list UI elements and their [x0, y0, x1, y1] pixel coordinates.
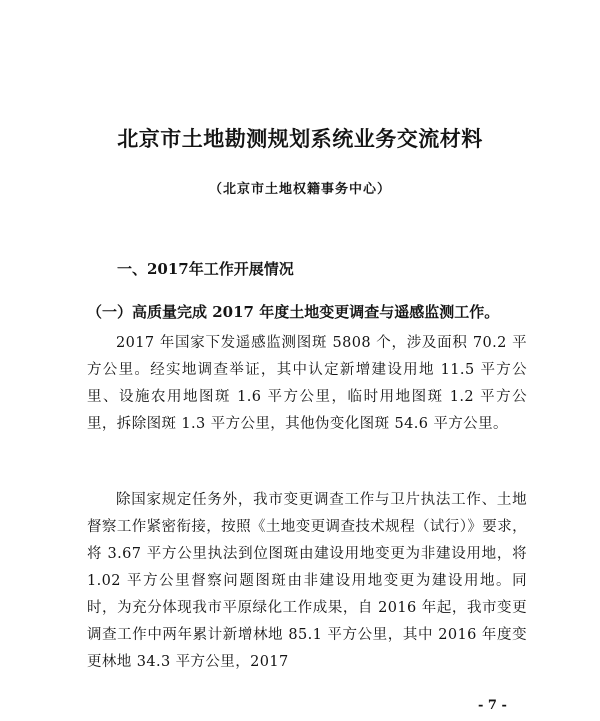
- document-subtitle: （北京市土地权籍事务中心）: [208, 182, 391, 197]
- subsection-heading-1: （一）高质量完成 2017 年度土地变更调查与遥感监测工作。: [87, 303, 500, 321]
- page-number: - 7 -: [478, 698, 507, 713]
- section-heading-1: 一、2017年工作开展情况: [117, 260, 294, 278]
- document-title: 北京市土地勘测规划系统业务交流材料: [117, 126, 483, 151]
- body-paragraph-1: 2017 年国家下发遥感监测图斑 5808 个，涉及面积 70.2 平方公里。经实地调查举证，其中认定新增建设用地 11.5 平方公里、设施农用地图斑 1.6 平方公里，临时用地图斑 1.2 平方公里，拆除图斑 1.3 平方公里，其他伪变化图斑 54.6 平方公里。: [87, 335, 527, 432]
- body-paragraph-2: 除国家规定任务外，我市变更调查工作与卫片执法工作、土地督察工作紧密衔接，按照《土地变更调查技术规程（试行）》要求，将 3.67 平方公里执法到位图斑由建设用地变更为非建设用地，将 1.02 平方公里督察问题图斑由非建设用地变更为建设用地。同时，为充分体现我市平原绿化工作成果，自 2016 年起，我市变更调查工作中两年累计新增林地 85.1 平方公里，其中 2016 年度变更林地 34.3 平方公里，2017: [87, 492, 527, 670]
